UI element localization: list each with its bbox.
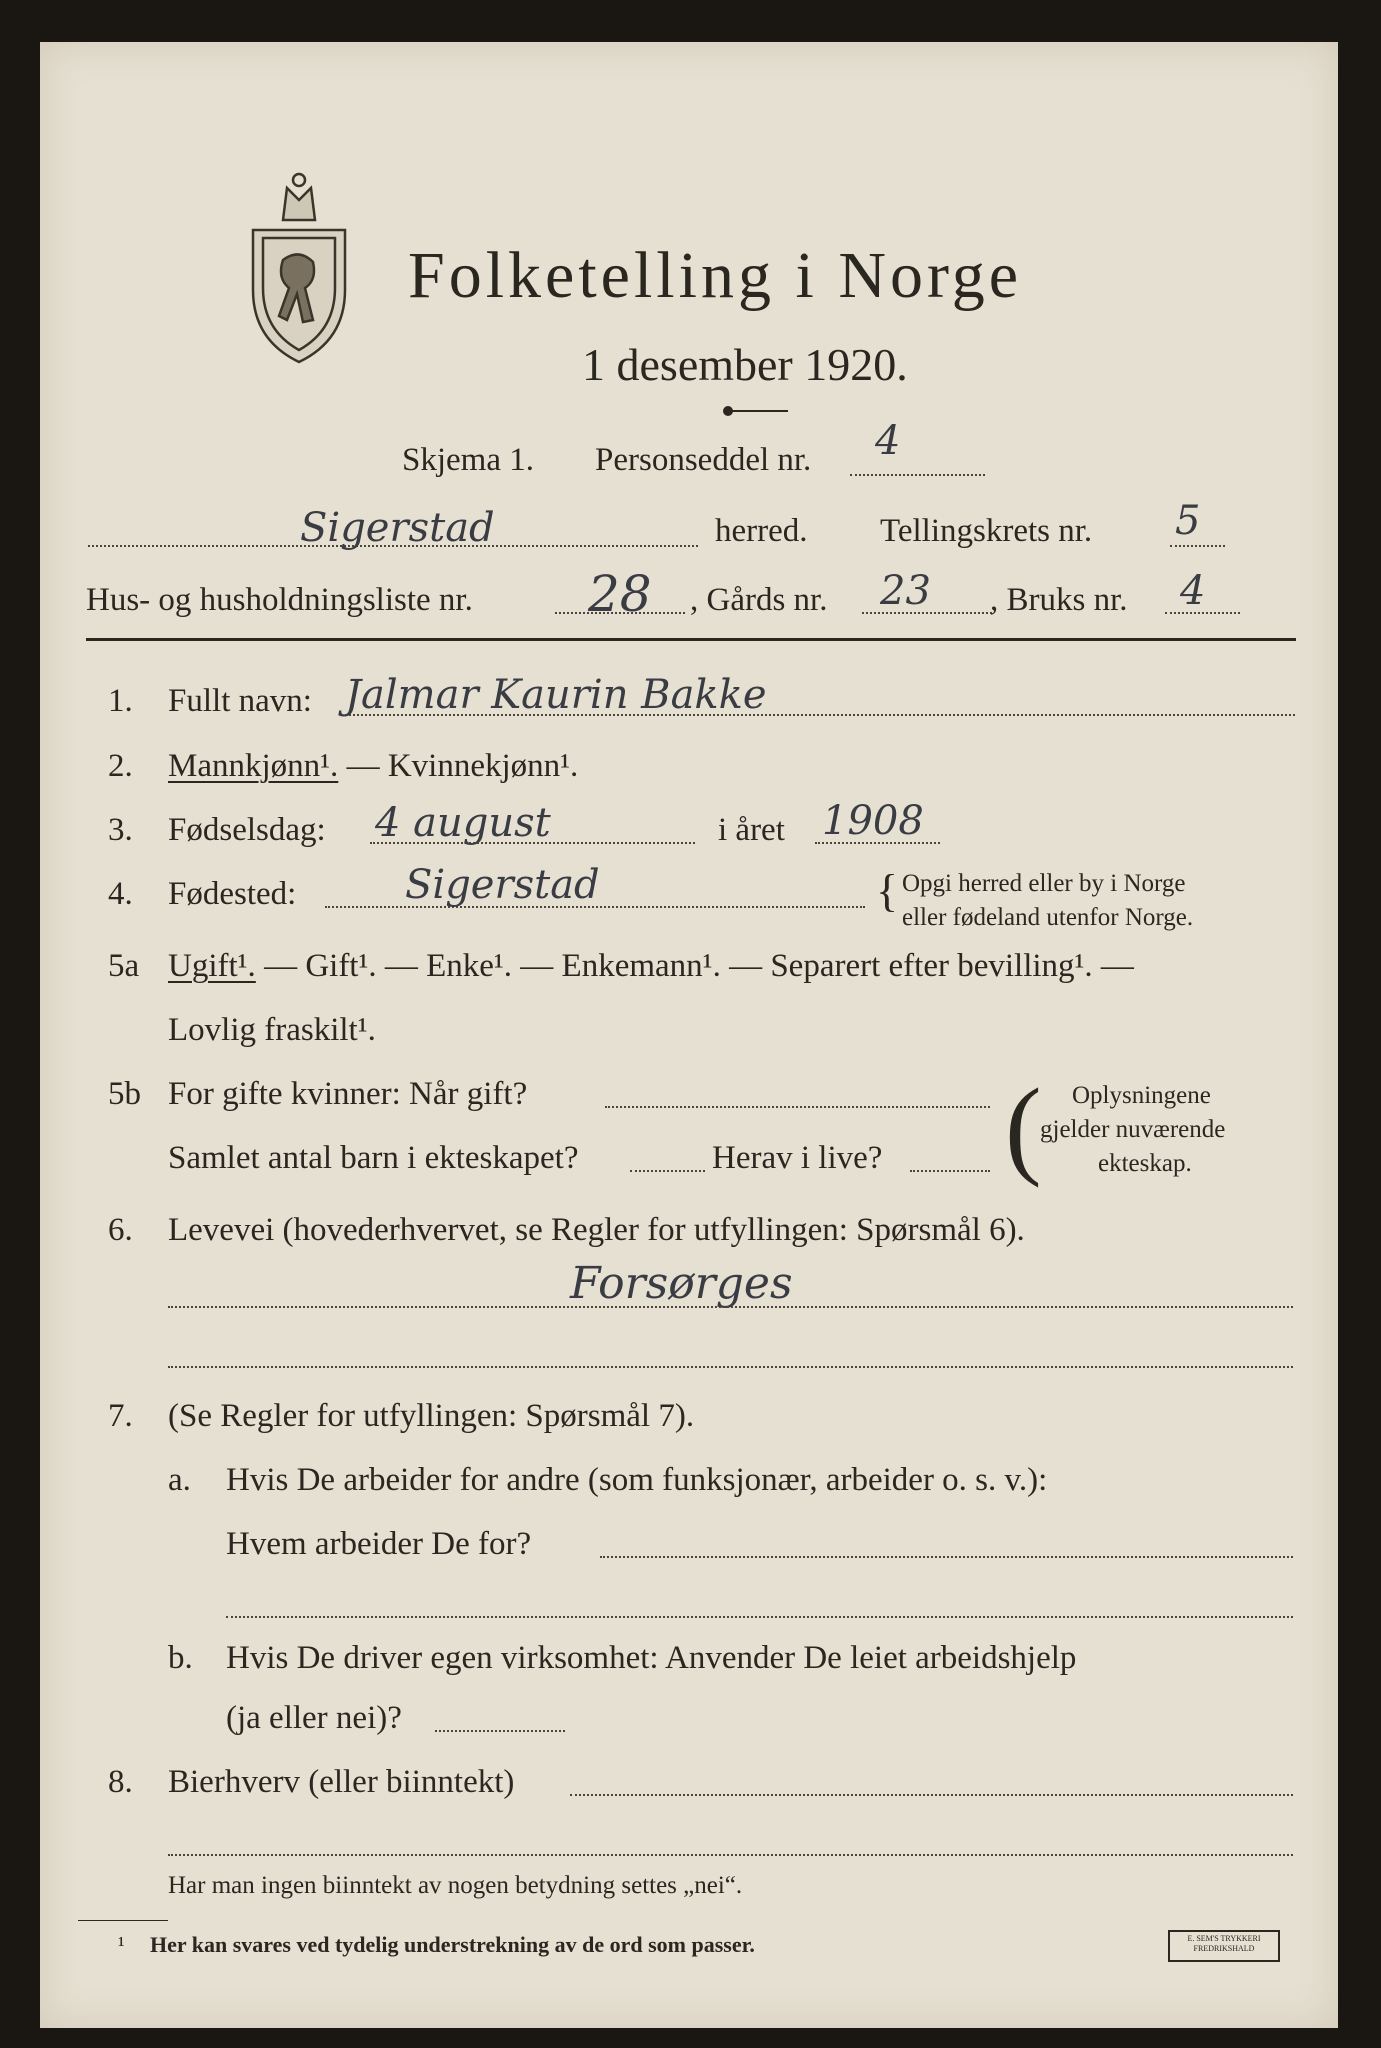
tellingskrets-value: 5	[1175, 498, 1201, 544]
gender-male-option: Mannkjønn¹.	[168, 748, 339, 784]
q2-number: 2.	[108, 748, 133, 784]
children-line	[630, 1170, 705, 1172]
personseddel-label: Personseddel nr.	[595, 442, 812, 478]
footnote-text: Her kan svares ved tydelig understrekning av de ord som passer.	[150, 1932, 755, 1957]
q7a-question: Hvem arbeider De for?	[226, 1526, 532, 1562]
q5b-note-2: gjelder nuværende	[1040, 1116, 1226, 1143]
birthday-value: 4 august	[375, 800, 551, 846]
q8-label: Bierhverv (eller biinntekt)	[168, 1764, 515, 1800]
herred-value: Sigerstad	[300, 505, 495, 551]
q5b-number: 5b	[108, 1076, 141, 1112]
birthplace-note-1: Opgi herred eller by i Norge	[902, 870, 1186, 897]
q4-label: Fødested:	[168, 876, 297, 912]
q1-label: Fullt navn:	[168, 683, 312, 719]
birthplace-note-2: eller fødeland utenfor Norge.	[902, 904, 1194, 931]
skjema-label: Skjema 1.	[402, 442, 534, 478]
q1-number: 1.	[108, 683, 133, 719]
side-income-line-1	[570, 1794, 1293, 1796]
birthplace-value: Sigerstad	[405, 862, 600, 908]
q5b-note-3: ekteskap.	[1098, 1150, 1192, 1177]
marital-options	[168, 948, 1134, 985]
q7b-letter: b.	[168, 1640, 193, 1676]
q7-number: 7.	[108, 1398, 133, 1434]
q3-label: Fødselsdag:	[168, 812, 326, 848]
q3-number: 3.	[108, 812, 133, 848]
bruks-value: 4	[1180, 568, 1206, 614]
tellingskrets-label: Tellingskrets nr.	[880, 513, 1093, 549]
year-label: i året	[718, 812, 785, 848]
marital-ugift-option: Ugift¹.	[168, 948, 256, 984]
q7b-text: Hvis De driver egen virksomhet: Anvender De leiet arbeidshjelp	[226, 1640, 1077, 1676]
q2-options	[168, 748, 578, 785]
bruks-label: , Bruks nr.	[990, 582, 1128, 618]
hired-help-line	[435, 1730, 565, 1732]
q6-number: 6.	[108, 1212, 133, 1248]
q5b-label-married: For gifte kvinner: Når gift?	[168, 1076, 528, 1112]
alive-line	[910, 1170, 990, 1172]
no-income-note: Har man ingen biinntekt av nogen betydning settes „nei“.	[168, 1872, 743, 1899]
q4-number: 4.	[108, 876, 133, 912]
tellingskrets-line	[1170, 545, 1225, 547]
q5b-note-brace: (	[1005, 1066, 1042, 1188]
note-brace: {	[876, 865, 899, 916]
census-date: 1 desember 1920.	[582, 339, 908, 390]
footnote-mark: ¹	[118, 1932, 125, 1957]
birth-year-value: 1908	[822, 798, 924, 844]
footnote-rule	[78, 1920, 168, 1921]
ornament-dash	[720, 404, 790, 418]
personseddel-line	[850, 474, 985, 476]
occupation-line-1	[168, 1306, 1293, 1308]
q5b-label-children: Samlet antal barn i ekteskapet?	[168, 1140, 579, 1176]
hus-value: 28	[588, 565, 652, 623]
full-name-value: Jalmar Kaurin Bakke	[345, 672, 767, 718]
marital-other-options: — Gift¹. — Enke¹. — Enkemann¹. — Separert efter bevilling¹. —	[255, 948, 1134, 984]
norway-coat-of-arms-icon	[243, 170, 355, 370]
page-title: Folketelling i Norge	[408, 239, 1023, 312]
q6-label: Levevei (hovederhvervet, se Regler for utfyllingen: Spørsmål 6).	[168, 1212, 1025, 1248]
q7a-text: Hvis De arbeider for andre (som funksjonær, arbeider o. s. v.):	[226, 1462, 1048, 1498]
side-income-line-2	[168, 1854, 1293, 1856]
employer-line-1	[600, 1556, 1293, 1558]
gards-value: 23	[880, 568, 931, 614]
employer-line-2	[226, 1616, 1293, 1618]
q7b-question: (ja eller nei)?	[226, 1700, 402, 1736]
herred-label: herred.	[715, 513, 808, 549]
header-divider	[86, 638, 1296, 641]
q5b-note-1: Oplysningene	[1072, 1082, 1211, 1109]
hus-label: Hus- og husholdningsliste nr.	[86, 582, 473, 618]
marital-fraskilt-option: Lovlig fraskilt¹.	[168, 1012, 376, 1048]
printer-mark: E. SEM'S TRYKKERI FREDRIKSHALD	[1168, 1930, 1280, 1962]
q8-number: 8.	[108, 1764, 133, 1800]
q5b-label-alive: Herav i live?	[712, 1140, 883, 1176]
occupation-line-2	[168, 1366, 1293, 1368]
personseddel-value: 4	[875, 418, 901, 464]
q5a-number: 5a	[108, 948, 140, 984]
occupation-value: Forsørges	[570, 1258, 793, 1309]
q7-label: (Se Regler for utfyllingen: Spørsmål 7).	[168, 1398, 695, 1434]
married-line	[605, 1106, 990, 1108]
gards-label: , Gårds nr.	[690, 582, 828, 618]
gender-female-option: Kvinnekjønn¹.	[387, 748, 579, 784]
gender-separator: —	[338, 748, 388, 784]
q7a-letter: a.	[168, 1462, 191, 1498]
